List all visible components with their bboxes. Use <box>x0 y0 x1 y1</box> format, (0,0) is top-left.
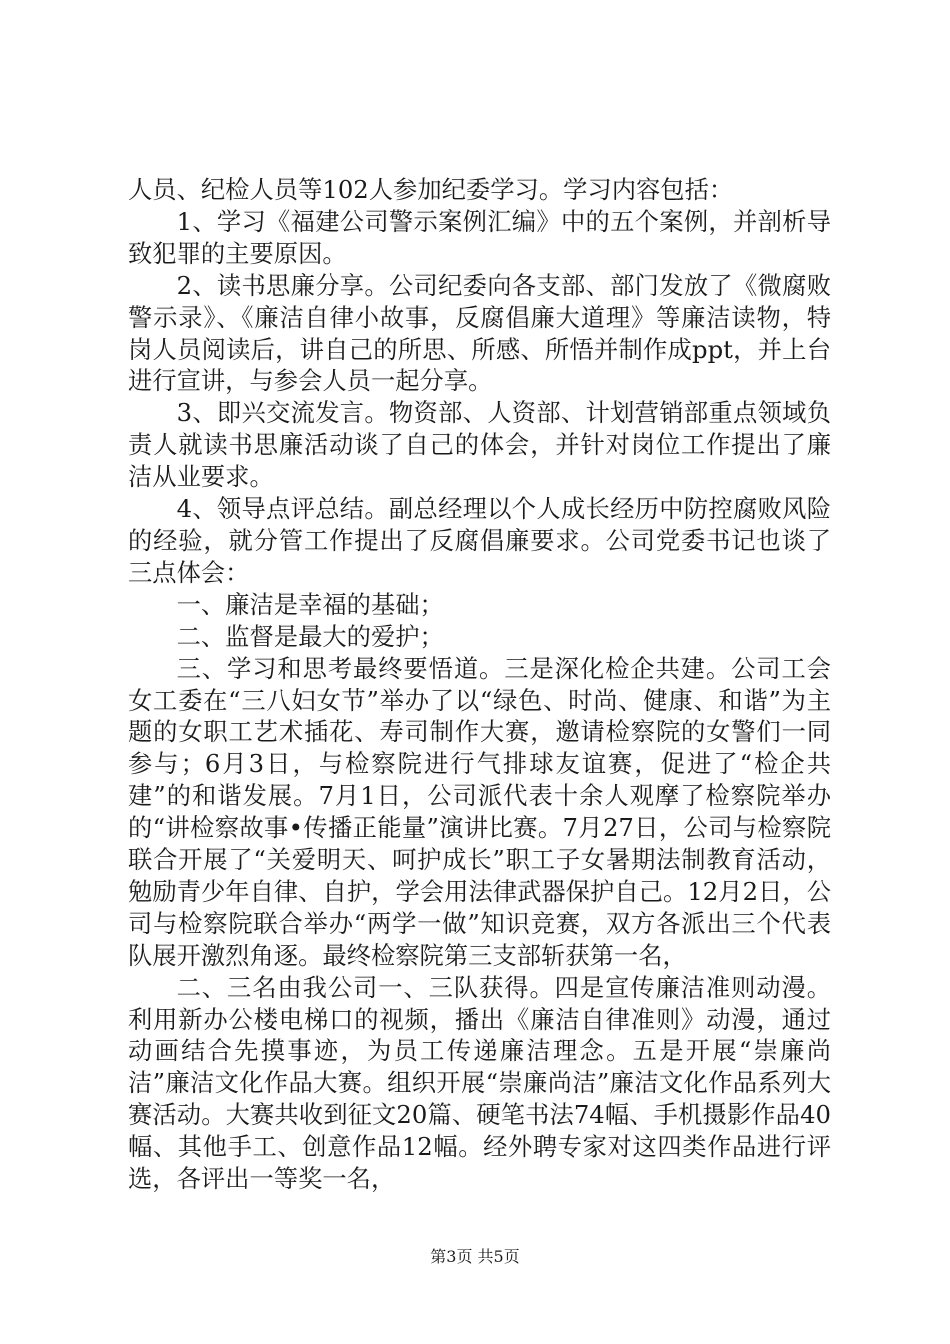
paragraph-item-1: 1、学习《福建公司警示案例汇编》中的五个案例，并剖析导致犯罪的主要原因。 <box>128 206 831 268</box>
page-number-footer: 第3页 共5页 <box>430 1247 520 1266</box>
paragraph-intro: 人员、纪检人员等102人参加纪委学习。学习内容包括： <box>128 175 734 204</box>
paragraph-item-2: 2、读书思廉分享。公司纪委向各支部、部门发放了《微腐败警示录》、《廉洁自律小故事，反腐倡廉大道理》等廉洁读物，特岗人员阅读后，讲自己的所思、所感、所悟并制作成ppt，并上台进行宣讲，与参会人员一起分享。 <box>128 270 831 396</box>
paragraph-point-1: 一、廉洁是幸福的基础； <box>176 589 444 619</box>
paragraph-item-4: 4、领导点评总结。副总经理以个人成长经历中防控腐败风险的经验，就分管工作提出了反腐倡廉要求。公司党委书记也谈了三点体会： <box>128 494 831 587</box>
paragraph-point-3: 三、学习和思考最终要悟道。三是深化检企共建。公司工会女工委在“三八妇女节”举办了以“绿色、时尚、健康、和谐”为主题的女职工艺术插花、寿司制作大赛，邀请检察院的女警们一同参与；6月3日，与检察院进行气排球友谊赛，促进了“检企共建”的和谐发展。7月1日，公司派代表十余人观摩了检察院举办的“讲检察故事•传播正能量”演讲比赛。7月27日，公司与检察院联合开展了“关爱明天、呵护成长”职工子女暑期法制教育活动，勉励青少年自律、自护，学会用法律武器保护自己。12月2日，公司与检察院联合举办“两学一做”知识竞赛，双方各派出三个代表队展开激烈角逐。最终检察院第三支部斩获第一名， <box>128 653 831 970</box>
paragraph-continuation: 二、三名由我公司一、三队获得。四是宣传廉洁准则动漫。利用新办公楼电梯口的视频，播出《廉洁自律准则》动漫，通过动画结合先摸事迹，为员工传递廉洁理念。五是开展“崇廉尚洁”廉洁文化作品大赛。组织开展“崇廉尚洁”廉洁文化作品系列大赛活动。大赛共收到征文20篇、硬笔书法74幅、手机摄影作品40幅、其他手工、创意作品12幅。经外聘专家对这四类作品进行评选，各评出一等奖一名， <box>128 972 831 1194</box>
document-body <box>128 174 831 1195</box>
paragraph-item-3: 3、即兴交流发言。物资部、人资部、计划营销部重点领域负责人就读书思廉活动谈了自己的体会，并针对岗位工作提出了廉洁从业要求。 <box>128 398 831 492</box>
paragraph-point-2: 二、监督是最大的爱护； <box>176 621 444 651</box>
